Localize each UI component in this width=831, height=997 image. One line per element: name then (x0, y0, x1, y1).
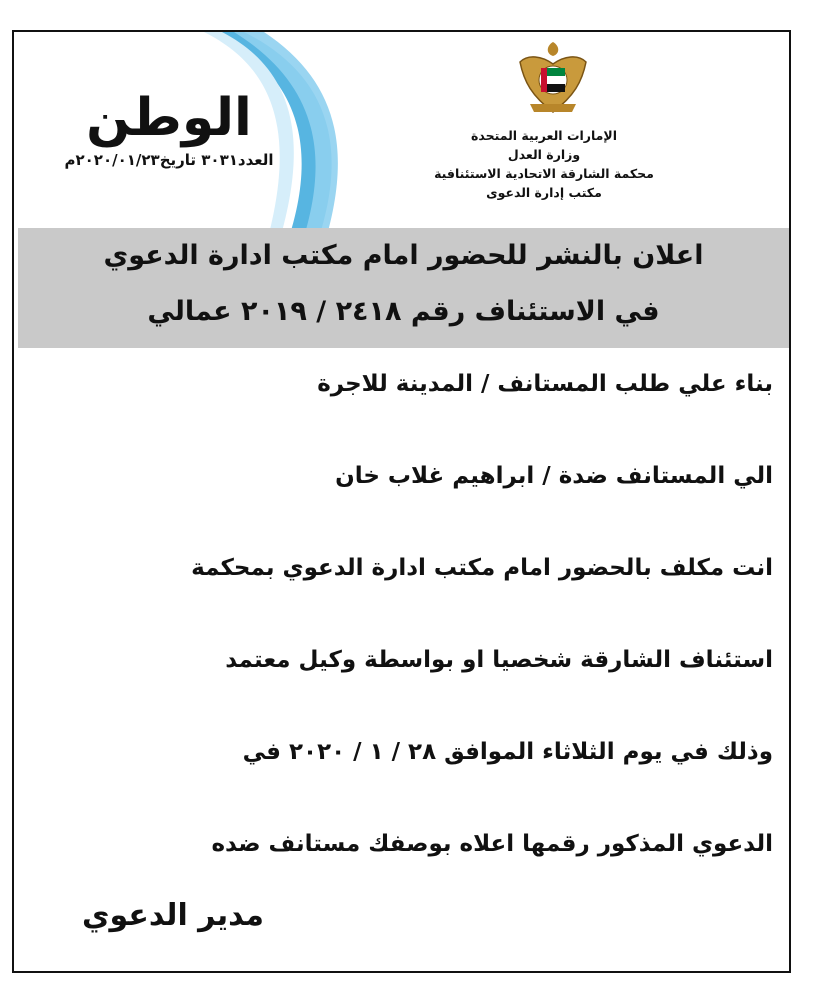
notice-line-respondent: الي المستانف ضدة / ابراهيم غلاب خان (335, 463, 773, 489)
authority-line-court: محكمة الشارقة الاتحادية الاستئنافية (434, 166, 654, 181)
notice-line-date: وذلك في يوم الثلاثاء الموافق ٢٨ / ١ / ٢٠٢٠ في (242, 739, 773, 765)
notice-frame (12, 30, 791, 973)
notice-title-line-2: في الاستئناف رقم ٢٤١٨ / ٢٠١٩ عمالي (147, 296, 660, 327)
authority-line-office: مكتب إدارة الدعوى (486, 185, 602, 200)
notice-line-requester: بناء علي طلب المستانف / المدينة للاجرة (317, 371, 773, 397)
authority-line-country: الإمارات العربية المتحدة (470, 128, 618, 143)
newspaper-header (34, 87, 304, 169)
notice-line-case: الدعوي المذكور رقمها اعلاه بوصفك مستانف ضده (211, 831, 773, 857)
issuing-authority (374, 126, 714, 202)
uae-emblem-icon (516, 38, 590, 120)
authority-line-ministry: وزارة العدل (507, 147, 581, 162)
notice-title-line-1: اعلان بالنشر للحضور امام مكتب ادارة الدعوي (103, 240, 704, 271)
notice-signature: مدير الدعوي (82, 898, 264, 933)
issue-date-line: العدد٣٠٣١ تاريخ٢٠٢٠/٠١/٢٣م (64, 151, 274, 169)
notice-line-court: استئناف الشارقة شخصيا او بواسطة وكيل معتمد (225, 647, 773, 673)
newspaper-masthead: الوطن (86, 88, 252, 148)
notice-line-summons: انت مكلف بالحضور امام مكتب ادارة الدعوي بمحكمة (191, 555, 773, 581)
notice-title-band (18, 228, 789, 348)
notice-body (30, 362, 773, 914)
